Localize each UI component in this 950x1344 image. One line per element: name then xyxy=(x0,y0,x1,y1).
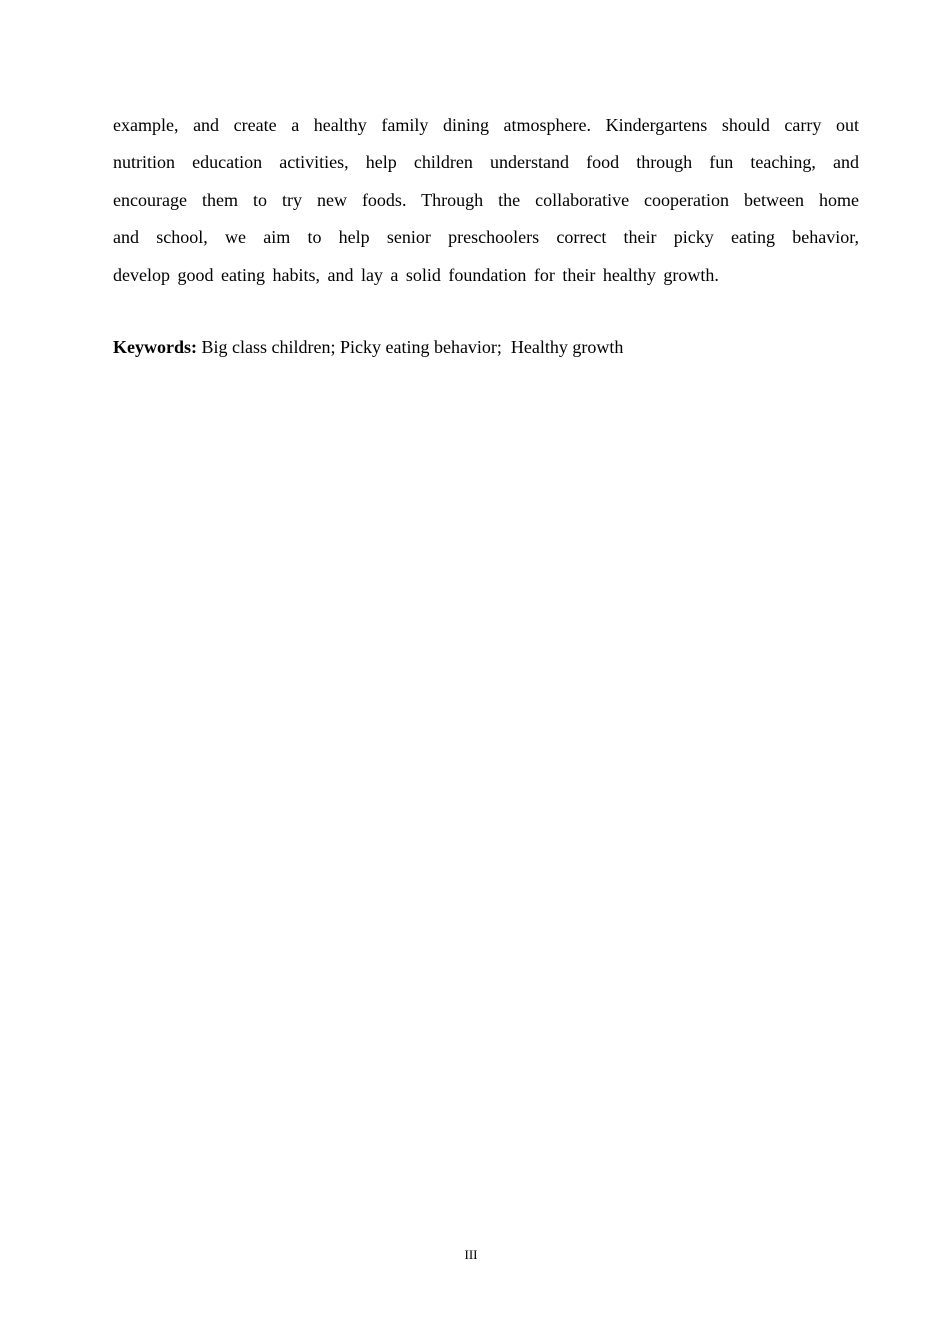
paragraph-line: encourage them to try new foods. Through the collaborative cooperation between home xyxy=(113,189,859,210)
keywords-label: Keywords: xyxy=(113,337,197,357)
keywords-line xyxy=(113,329,859,366)
page-number: III xyxy=(464,1247,478,1262)
paragraph-line: develop good eating habits, and lay a solid foundation for their healthy growth. xyxy=(113,264,719,285)
paragraph-line: and school, we aim to help senior preschoolers correct their picky eating behavior, xyxy=(113,227,859,248)
paragraph-line: example, and create a healthy family dining atmosphere. Kindergartens should carry out xyxy=(113,115,859,135)
abstract-paragraph xyxy=(113,107,859,294)
paragraph-line: nutrition education activities, help children understand food through fun teaching, and xyxy=(113,152,859,173)
keywords-text: Big class children; Picky eating behavior; Healthy growth xyxy=(197,337,624,357)
